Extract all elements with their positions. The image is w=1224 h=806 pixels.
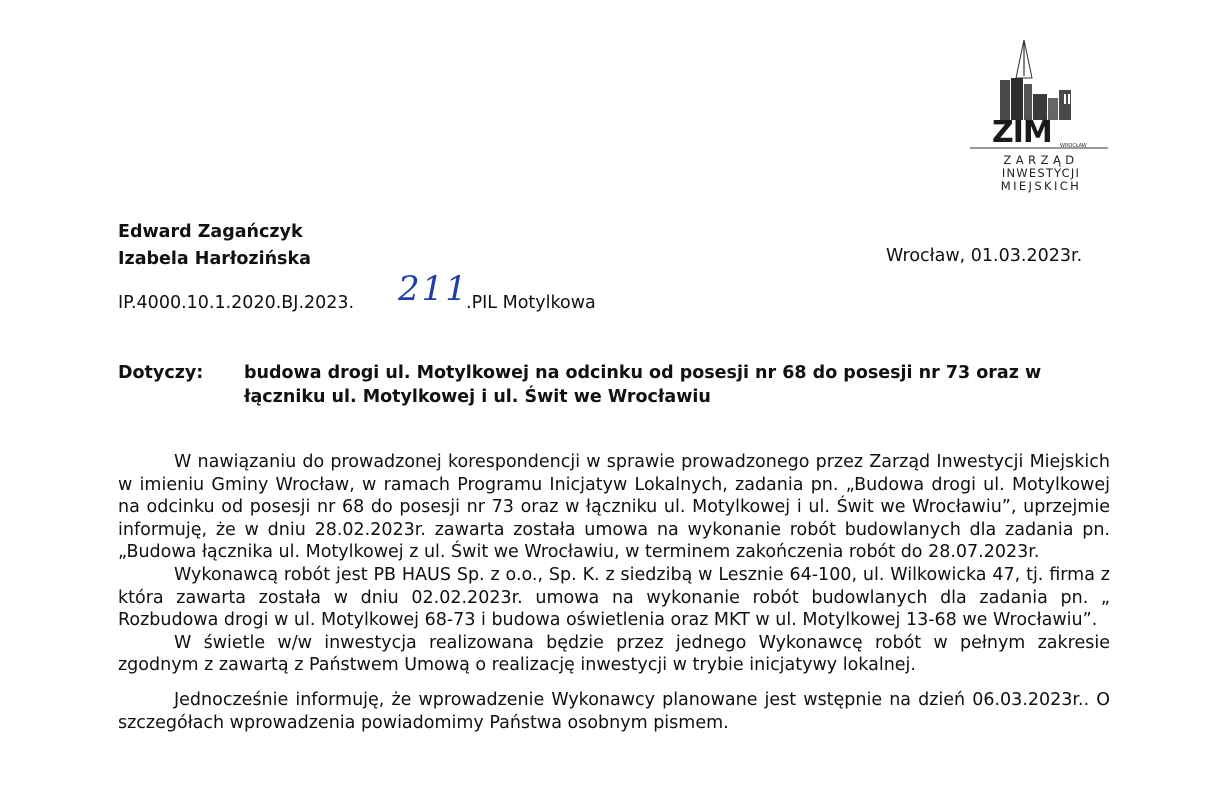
sender-name: Edward Zagańczyk: [118, 222, 303, 242]
handwritten-reference-number: 211: [398, 269, 469, 309]
logo-name-line: MIEJSKICH: [1000, 179, 1082, 193]
subject-text: budowa drogi ul. Motylkowej na odcinku od posesji nr 68 do posesji nr 73 oraz w łączniku ul. Motylkowej i ul. Świt we Wrocławiu: [244, 363, 1042, 407]
body-paragraph: W świetle w/w inwestycja realizowana będzie przez jednego Wykonawcę robót w pełnym zakresie zgodnym z zawartą z Państwem Umową o realizację inwestycji w trybie inicjatywy lokalnej.: [118, 632, 1110, 676]
logo-name-line: INWESTYCJI: [1001, 166, 1081, 180]
letter-body: [118, 451, 1110, 734]
logo-institution-name: [986, 154, 1096, 193]
logo-name-line: ZARZĄD: [1003, 153, 1079, 167]
place-and-date: Wrocław, 01.03.2023r.: [886, 246, 1083, 266]
body-paragraph: Jednocześnie informuję, że wprowadzenie Wykonawcy planowane jest wstępnie na dzień 06.03.2023r.. O szczegółach wprowadzenia powiadomimy Państwa osobnym pismem.: [118, 689, 1110, 733]
body-paragraph: W nawiązaniu do prowadzonej korespondencji w sprawie prowadzonego przez Zarząd Inwestycji Miejskich w imieniu Gminy Wrocław, w ramach Programu Inicjatyw Lokalnych, zadania pn. „Budowa drogi ul. Motylkowej na odcinku od posesji nr 68 do posesji nr 73 oraz w łączniku ul. Motylkowej i ul. Świt we Wrocławiu”, uprzejmie informuję, że w dniu 28.02.2023r. zawarta została umowa na wykonanie robót budowlanych dla zadania pn. „Budowa łącznika ul. Motylkowej z ul. Świt we Wrocławiu, w terminem zakończenia robót do 28.07.2023r.: [118, 452, 1110, 563]
zim-logo: [964, 36, 1114, 198]
body-paragraph: Wykonawcą robót jest PB HAUS Sp. z o.o., Sp. K. z siedzibą w Lesznie 64-100, ul. Wilkowicka 47, tj. firma z która zawarta została w dniu 02.02.2023r. umowa na wykonanie robót budowlanych dla zadania pn. „ Rozbudowa drogi w ul. Motylkowej 68-73 i budowa oświetlenia oraz MKT w ul. Motylkowej 13-68 we Wrocławiu”.: [118, 564, 1110, 631]
logo-small-caption: WROCŁAW: [1060, 143, 1087, 149]
sender-name: Izabela Harłozińska: [118, 249, 311, 269]
city-skyline-logo-graphic: [964, 36, 1114, 156]
logo-monogram: ZIM: [992, 115, 1052, 150]
senders-block: [118, 219, 311, 273]
reference-number-prefix: IP.4000.10.1.2020.BJ.2023.: [118, 293, 355, 313]
subject-label: Dotyczy:: [118, 363, 204, 383]
reference-number-suffix: .PIL Motylkowa: [466, 293, 596, 313]
